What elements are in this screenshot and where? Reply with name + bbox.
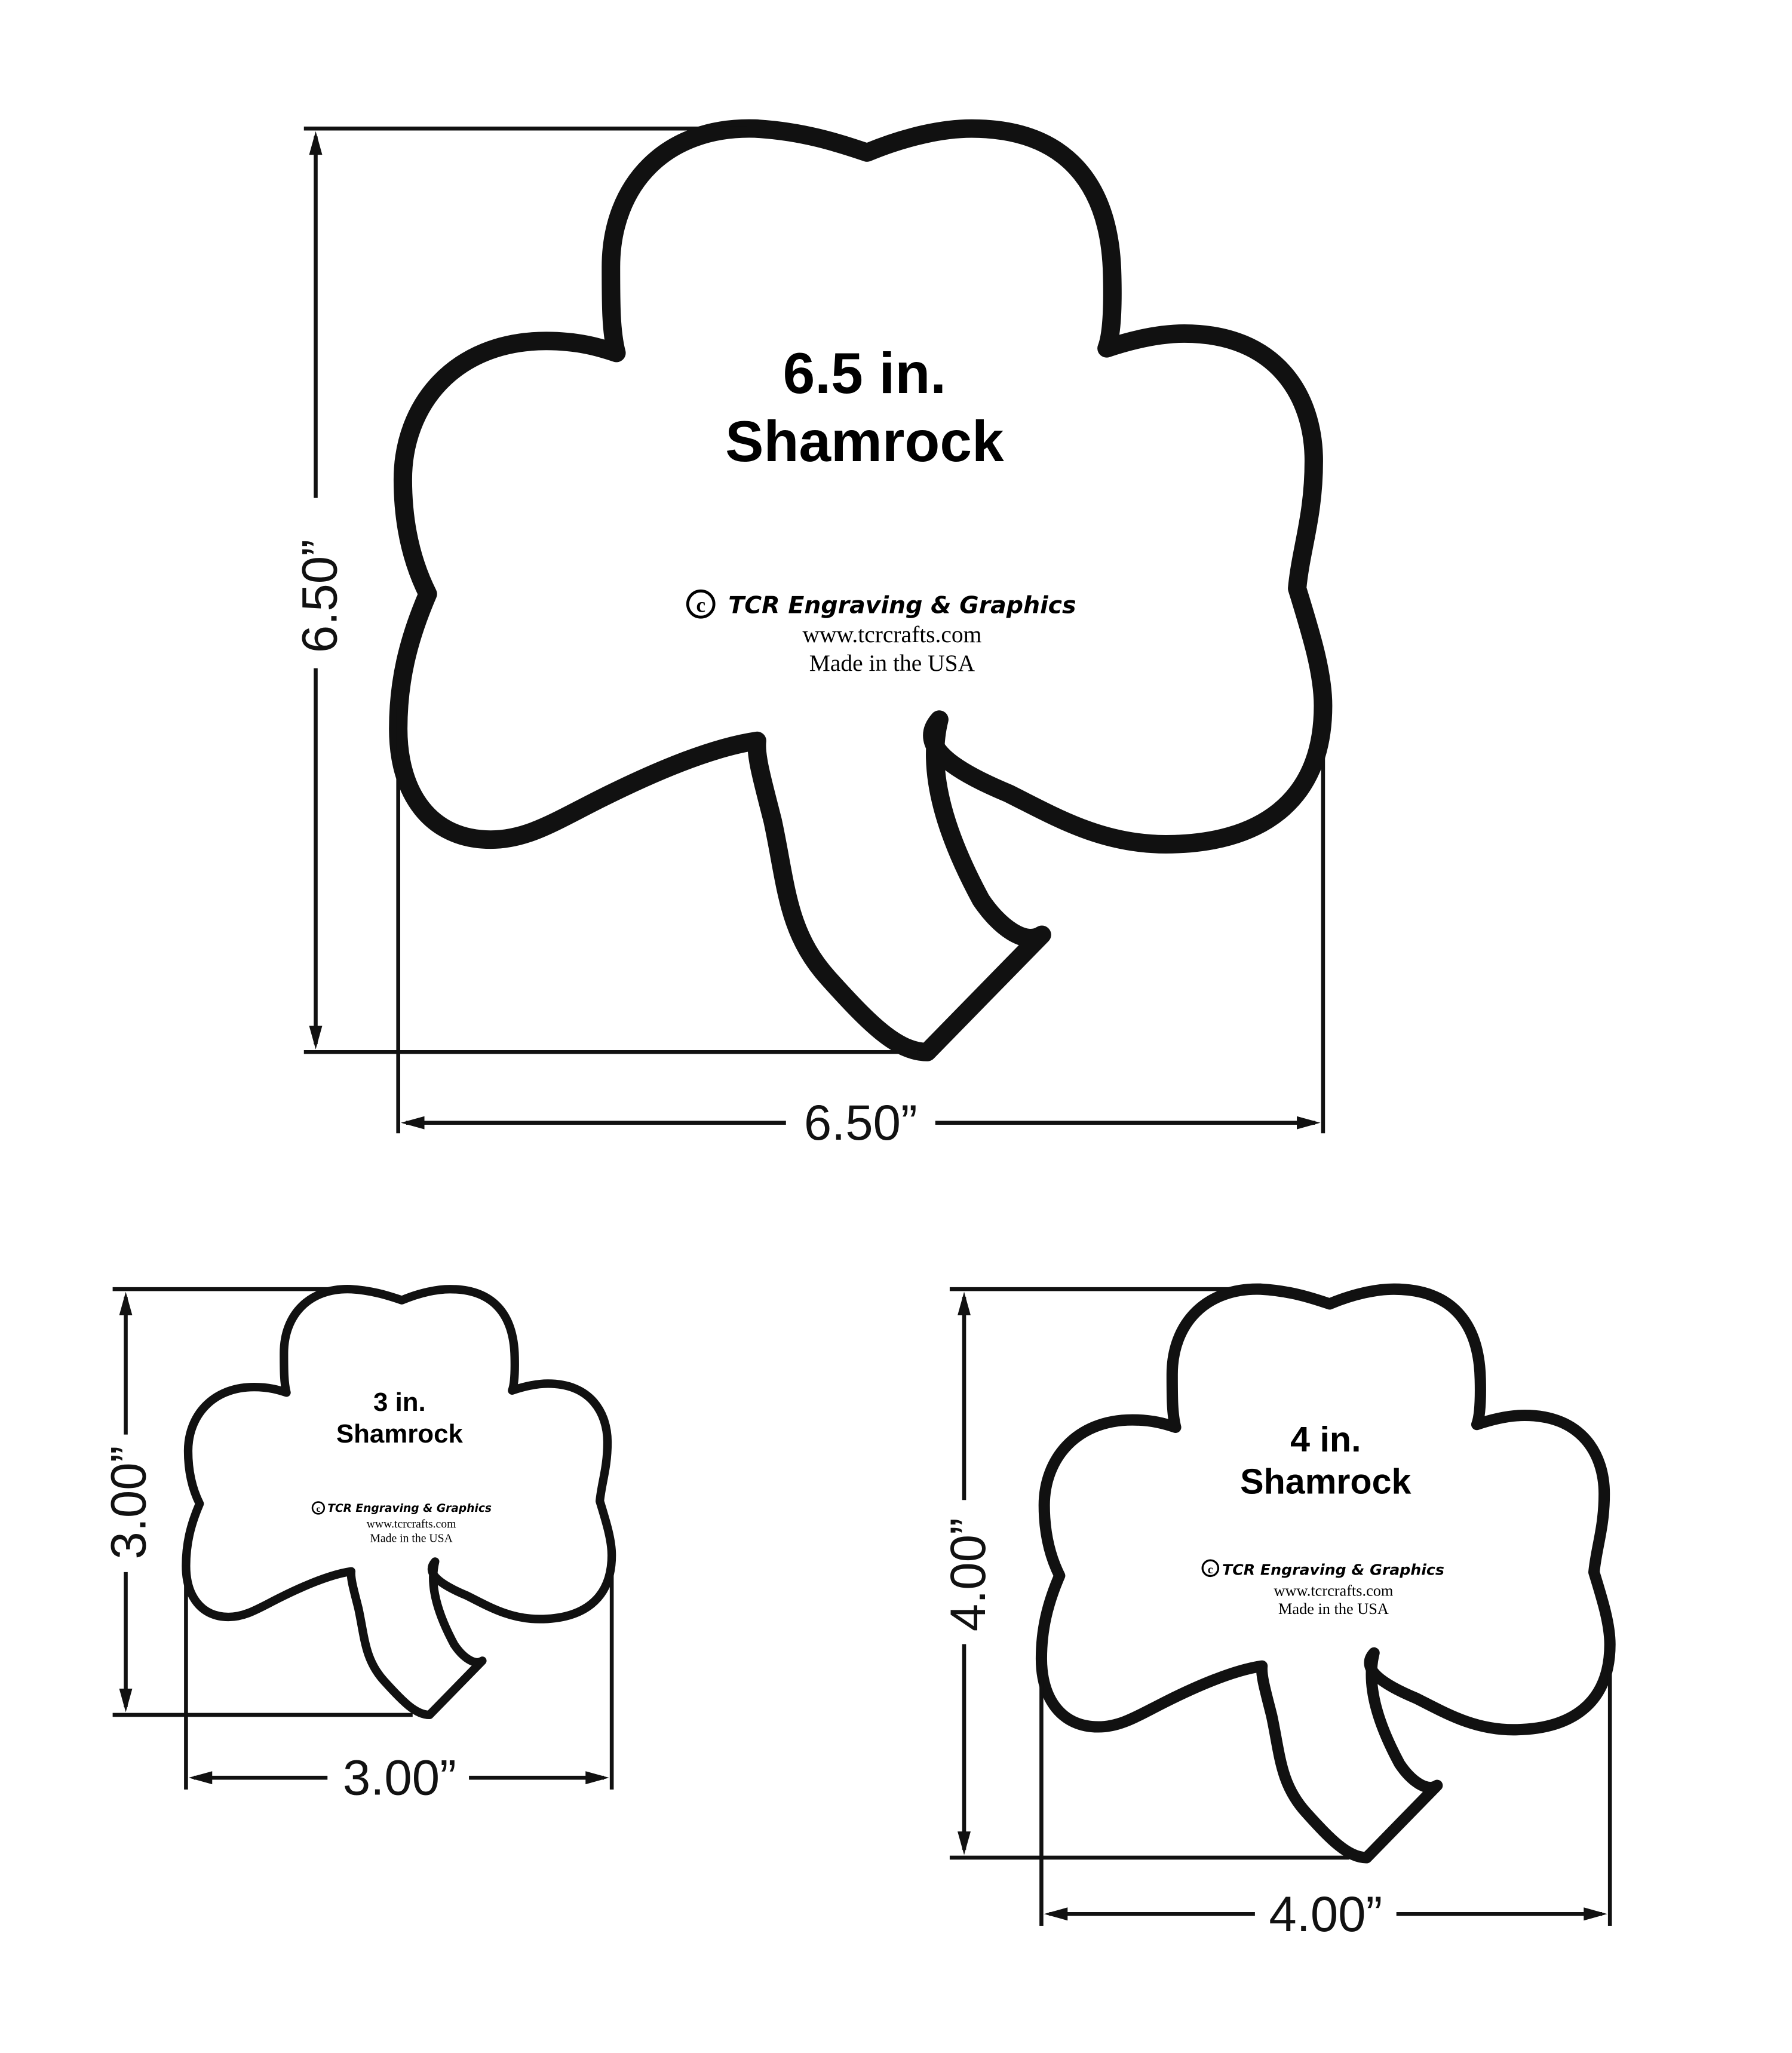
height-label-large: 6.50” [291, 539, 348, 653]
title-line2-small: Shamrock [336, 1419, 463, 1449]
origin-medium: Made in the USA [1278, 1600, 1389, 1618]
brand-name-small: TCR Engraving & Graphics [327, 1502, 492, 1515]
website-large: www.tcrcrafts.com [802, 621, 982, 647]
title-line2-medium: Shamrock [1240, 1461, 1411, 1502]
brand-line-small [312, 1502, 492, 1515]
width-label-small: 3.00” [342, 1750, 456, 1806]
shamrock-large-outline [398, 128, 1323, 1052]
height-label-medium: 4.00” [940, 1518, 996, 1632]
copyright-letter: c [316, 1503, 321, 1514]
title-line1-medium: 4 in. [1290, 1419, 1361, 1460]
copyright-letter: c [1207, 1563, 1213, 1577]
template-small [100, 1289, 612, 1806]
title-line1-small: 3 in. [373, 1388, 426, 1417]
title-line2-large: Shamrock [725, 410, 1004, 474]
brand-name-medium: TCR Engraving & Graphics [1222, 1561, 1444, 1579]
height-label-small: 3.00” [100, 1446, 157, 1560]
title-line1-large: 6.5 in. [783, 342, 947, 406]
brand-line-large [688, 591, 1076, 619]
origin-large: Made in the USA [809, 650, 975, 677]
origin-small: Made in the USA [370, 1532, 453, 1545]
template-medium [940, 1289, 1610, 1942]
website-small: www.tcrcrafts.com [366, 1517, 456, 1531]
brand-line-medium [1202, 1560, 1444, 1578]
width-label-medium: 4.00” [1269, 1886, 1383, 1942]
website-medium: www.tcrcrafts.com [1274, 1582, 1394, 1600]
copyright-letter: c [696, 593, 706, 617]
width-label-large: 6.50” [803, 1095, 918, 1151]
brand-name-large: TCR Engraving & Graphics [728, 591, 1076, 619]
template-large [292, 128, 1323, 1150]
